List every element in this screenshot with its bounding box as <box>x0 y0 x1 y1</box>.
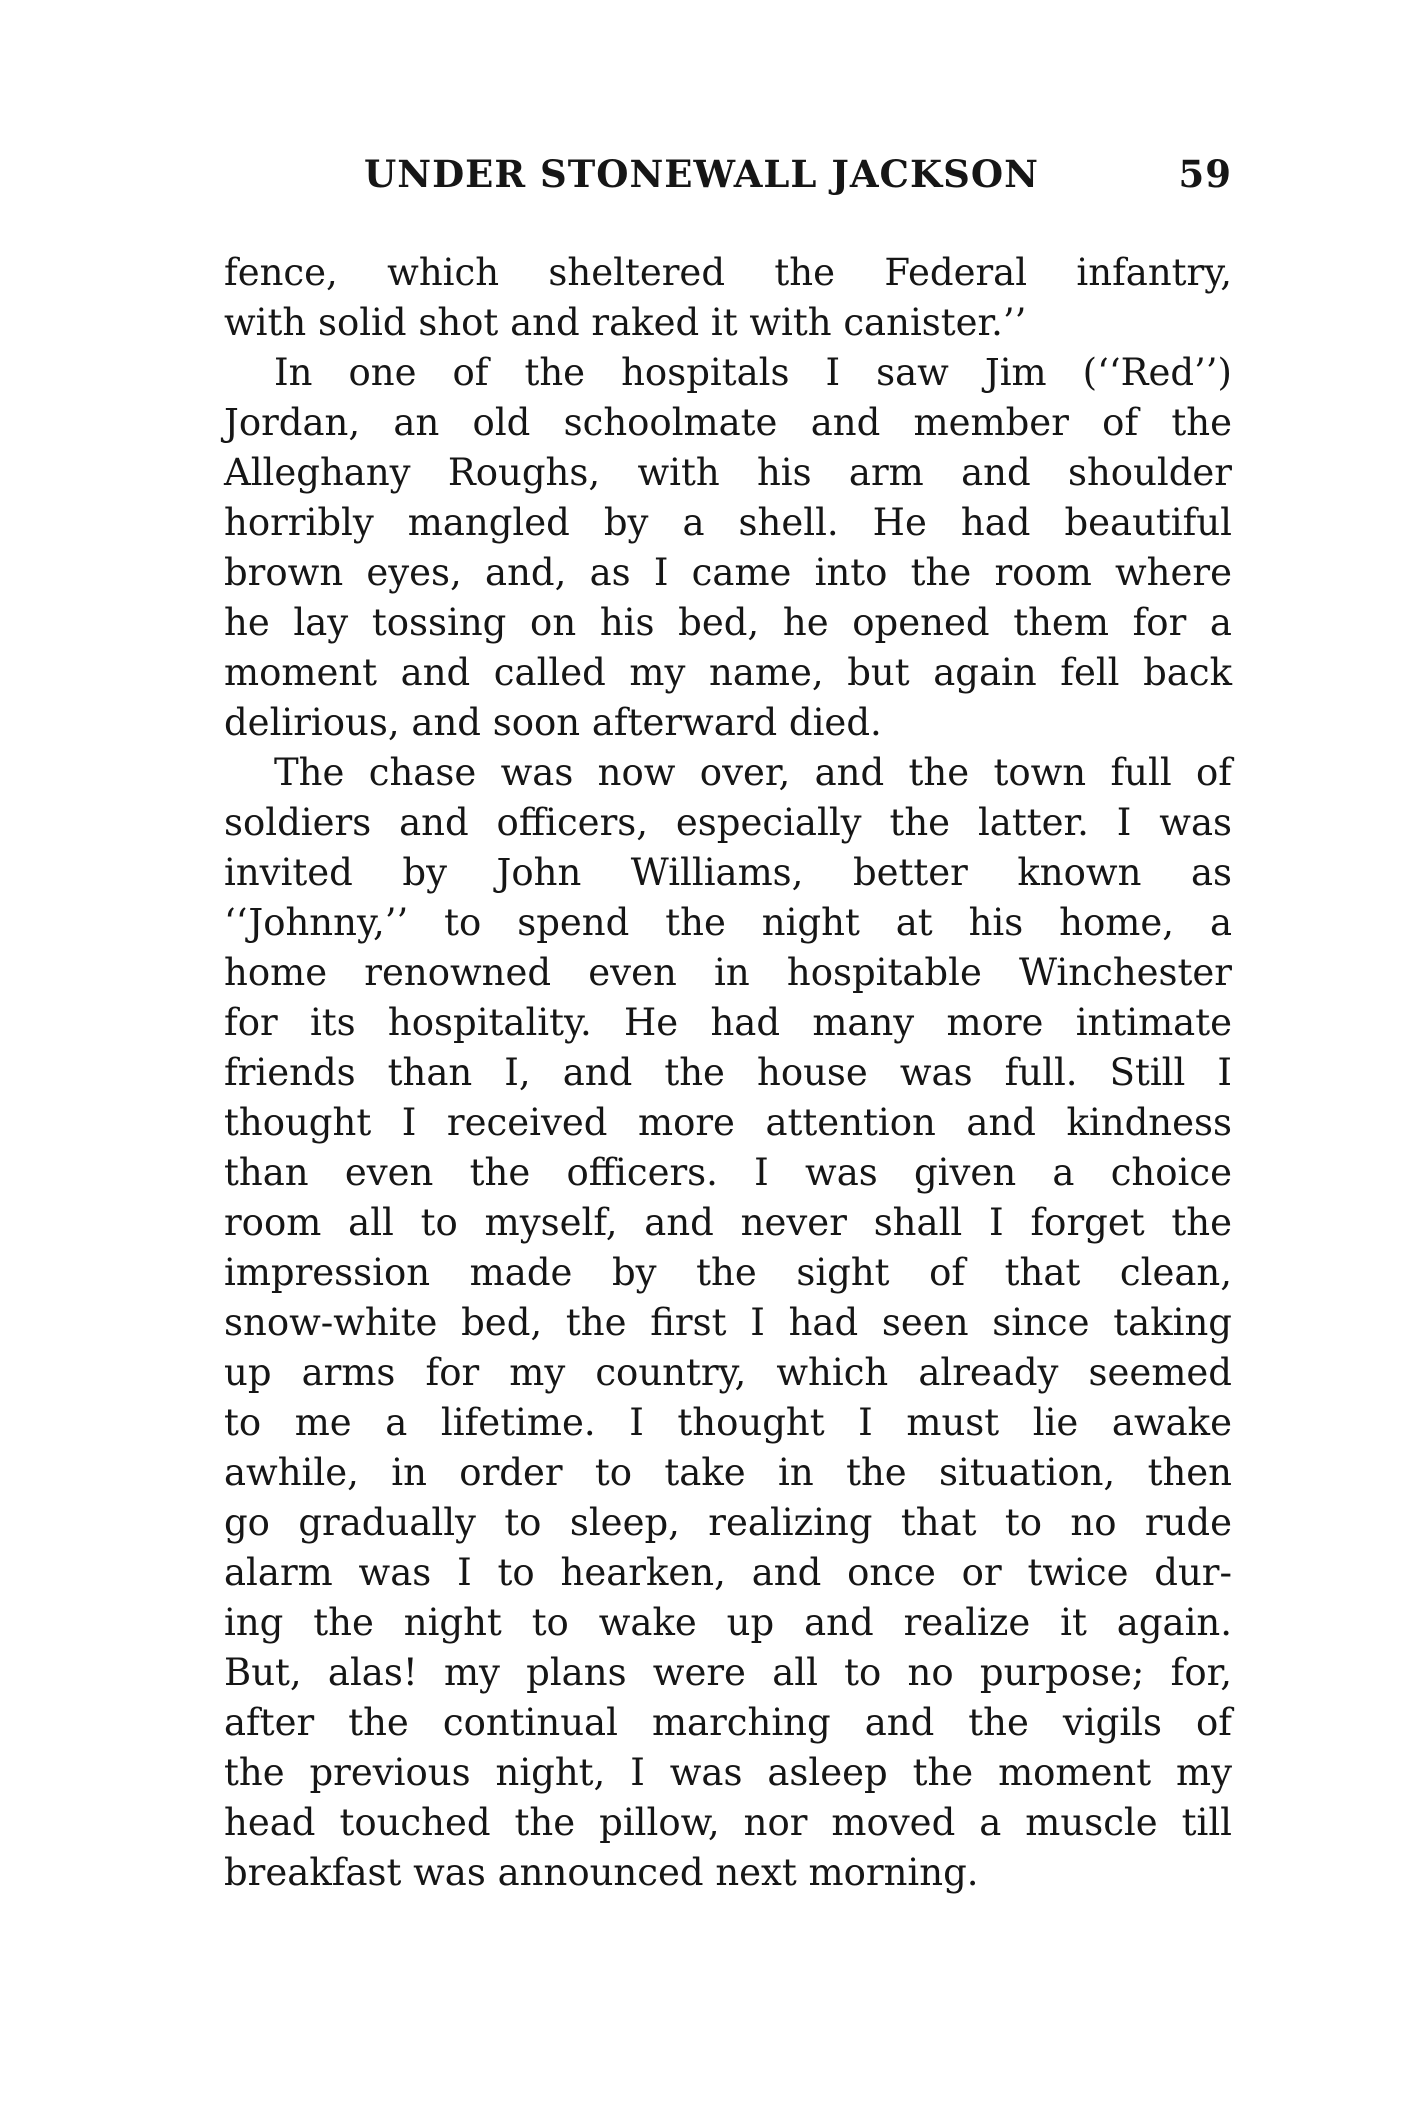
text-line: go gradually to sleep, realizing that to no rude <box>224 1501 1232 1544</box>
text-line: the previous night, I was asleep the moment my <box>224 1751 1232 1794</box>
text-line: fence, which sheltered the Federal infantry, <box>224 251 1232 294</box>
text-line: ‘‘Johnny,’’ to spend the night at his home, a <box>224 901 1232 944</box>
text-line: home renowned even in hospitable Winchester <box>224 951 1232 994</box>
text-line: snow-white bed, the first I had seen since taking <box>224 1301 1232 1344</box>
text-line: for its hospitality. He had many more intimate <box>224 1001 1232 1044</box>
text-line: invited by John Williams, better known as <box>224 851 1232 894</box>
text-line: brown eyes, and, as I came into the room where <box>224 551 1232 594</box>
running-head <box>224 152 1232 212</box>
running-title: UNDER STONEWALL JACKSON <box>364 152 1039 196</box>
text-line: In one of the hospitals I saw Jim (‘‘Red’’) <box>274 351 1232 394</box>
text-line: Alleghany Roughs, with his arm and shoulder <box>224 451 1232 494</box>
text-line: But, alas! my plans were all to no purpose; for, <box>224 1651 1232 1694</box>
text-line: delirious, and soon afterward died. <box>224 701 882 744</box>
text-line: Jordan, an old schoolmate and member of the <box>224 401 1232 444</box>
text-line: he lay tossing on his bed, he opened them for a <box>224 601 1232 644</box>
body-text <box>224 248 1232 1898</box>
text-line: awhile, in order to take in the situation, then <box>224 1451 1232 1494</box>
text-line: up arms for my country, which already seemed <box>224 1351 1232 1394</box>
text-line: alarm was I to hearken, and once or twice dur- <box>224 1551 1232 1594</box>
text-line: to me a lifetime. I thought I must lie awake <box>224 1401 1232 1444</box>
text-line: friends than I, and the house was full. Still I <box>224 1051 1232 1094</box>
text-line: breakfast was announced next morning. <box>224 1851 979 1894</box>
page-number: 59 <box>1178 152 1232 196</box>
text-line: soldiers and officers, especially the latter. I was <box>224 801 1232 844</box>
text-line: room all to myself, and never shall I forget the <box>224 1201 1232 1244</box>
text-line: ing the night to wake up and realize it again. <box>224 1601 1232 1644</box>
text-line: with solid shot and raked it with canister.’’ <box>224 301 1027 344</box>
text-line: thought I received more attention and kindness <box>224 1101 1232 1144</box>
text-line: horribly mangled by a shell. He had beautiful <box>224 501 1232 544</box>
text-line: moment and called my name, but again fell back <box>224 651 1232 694</box>
text-line: impression made by the sight of that clean, <box>224 1251 1232 1294</box>
text-line: The chase was now over, and the town full of <box>274 751 1232 794</box>
text-line: head touched the pillow, nor moved a muscle till <box>224 1801 1232 1844</box>
text-line: than even the officers. I was given a choice <box>224 1151 1232 1194</box>
text-line: after the continual marching and the vigils of <box>224 1701 1232 1744</box>
